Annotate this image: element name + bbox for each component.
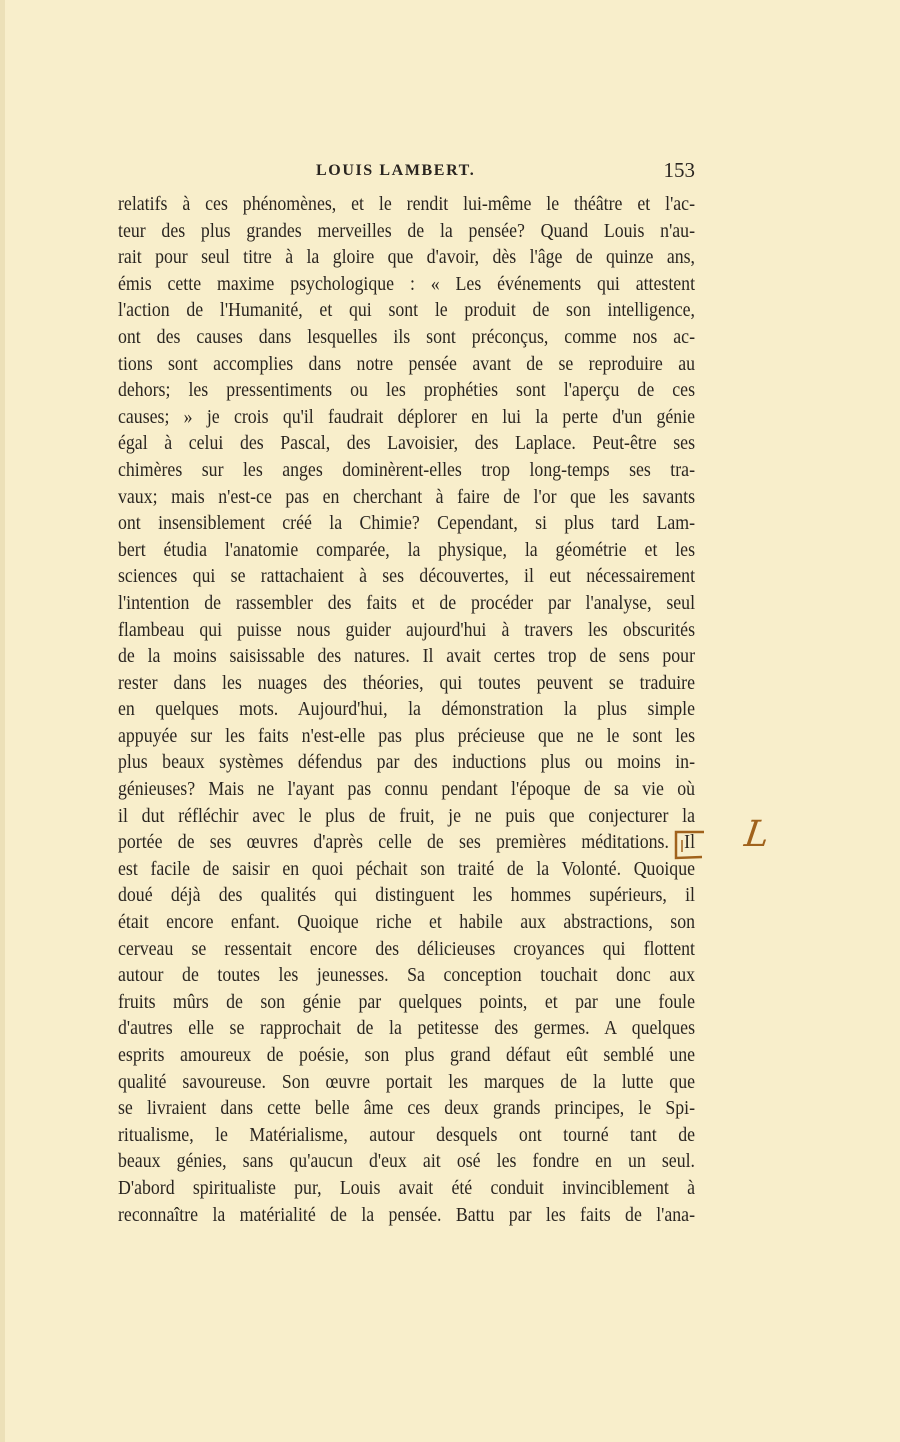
text-line: cerveau se ressentait encore des délicieuses croyances qui flottent bbox=[118, 938, 696, 960]
text-line: autour de toutes les jeunesses. Sa conception touchait donc aux bbox=[118, 965, 696, 987]
margin-note: L bbox=[742, 814, 772, 855]
text-line: plus beaux systèmes défendus par des inductions plus ou moins in- bbox=[118, 752, 696, 774]
text-line: fruits mûrs de son génie par quelques points, et par une foule bbox=[118, 991, 696, 1013]
text-line: en quelques mots. Aujourd'hui, la démonstration la plus simple bbox=[118, 699, 696, 721]
text-line: rester dans les nuages des théories, qui toutes peuvent se traduire bbox=[118, 672, 696, 694]
text-line: beaux génies, sans qu'aucun d'eux ait osé les fondre en un seul. bbox=[118, 1151, 696, 1173]
text-line: qualité savoureuse. Son œuvre portait les marques de la lutte que bbox=[118, 1071, 696, 1093]
running-title: LOUIS LAMBERT. bbox=[316, 162, 476, 179]
text-line: dehors; les pressentiments ou les prophéties sont l'aperçu de ces bbox=[118, 380, 696, 402]
text-line: D'abord spiritualiste pur, Louis avait été conduit invinciblement à bbox=[118, 1177, 696, 1199]
text-line: reconnaître la matérialité de la pensée. Battu par les faits de l'ana- bbox=[118, 1204, 696, 1226]
text-line: chimères sur les anges dominèrent-elles trop long-temps ses tra- bbox=[118, 459, 696, 481]
text-line: est facile de saisir en quoi péchait son traité de la Volonté. Quoique bbox=[118, 858, 696, 880]
text-line: teur des plus grandes merveilles de la pensée? Quand Louis n'au- bbox=[118, 220, 696, 242]
text-line: génieuses? Mais ne l'ayant pas connu pendant l'époque de sa vie où bbox=[118, 779, 696, 801]
text-line: appuyée sur les faits n'est-elle pas plus précieuse que ne le sont les bbox=[118, 725, 696, 747]
text-line: l'action de l'Humanité, et qui sont le produit de son intelligence, bbox=[118, 300, 696, 322]
text-line: causes; » je crois qu'il faudrait déplorer en lui la perte d'un génie bbox=[118, 406, 696, 428]
text-line: relatifs à ces phénomènes, et le rendit lui-même le théâtre et l'ac- bbox=[118, 194, 696, 215]
text-line: de la moins saisissable des natures. Il avait certes trop de sens pour bbox=[118, 646, 696, 668]
text-line: ont insensiblement créé la Chimie? Cependant, si plus tard Lam- bbox=[118, 513, 696, 535]
text-line: il dut réfléchir avec le plus de fruit, je ne puis que conjecturer la bbox=[118, 805, 696, 827]
text-line: vaux; mais n'est-ce pas en cherchant à faire de l'or que les savants bbox=[118, 486, 696, 508]
text-line: tions sont accomplies dans notre pensée avant de se reproduire au bbox=[118, 353, 696, 375]
text-line: ont des causes dans lesquelles ils sont préconçus, comme nos ac- bbox=[118, 326, 696, 348]
text-line: ritualisme, le Matérialisme, autour desquels ont tourné tant de bbox=[118, 1124, 696, 1146]
text-line: esprits amoureux de poésie, son plus grand défaut eût semblé une bbox=[118, 1045, 696, 1066]
text-line: doué déjà des qualités qui distinguent les hommes supérieurs, il bbox=[118, 885, 696, 907]
text-line: l'intention de rassembler des faits et de procéder par l'analyse, seul bbox=[118, 592, 696, 614]
text-line: se livraient dans cette belle âme ces deux grands principes, le Spi- bbox=[118, 1098, 696, 1120]
text-line: bert étudia l'anatomie comparée, la physique, la géométrie et les bbox=[118, 539, 696, 561]
page-number: 153 bbox=[663, 158, 695, 182]
text-line: était encore enfant. Quoique riche et habile aux abstractions, son bbox=[118, 912, 696, 934]
text-line: sciences qui se rattachaient à ses découvertes, il eut nécessairement bbox=[118, 566, 696, 588]
text-line: égal à celui des Pascal, des Lavoisier, des Laplace. Peut-être ses bbox=[118, 433, 696, 455]
paragraph-bracket-icon bbox=[676, 832, 704, 858]
text-line: d'autres elle se rapprochait de la petitesse des germes. A quelques bbox=[118, 1018, 696, 1040]
text-line: émis cette maxime psychologique : « Les événements qui attestent bbox=[118, 273, 696, 295]
text-line: portée de ses œuvres d'après celle de ses premières méditations. Il bbox=[118, 832, 696, 854]
text-line: flambeau qui puisse nous guider aujourd'hui à travers les obscurités bbox=[118, 619, 696, 641]
text-line: rait pour seul titre à la gloire que d'avoir, dès l'âge de quinze ans, bbox=[118, 247, 696, 269]
